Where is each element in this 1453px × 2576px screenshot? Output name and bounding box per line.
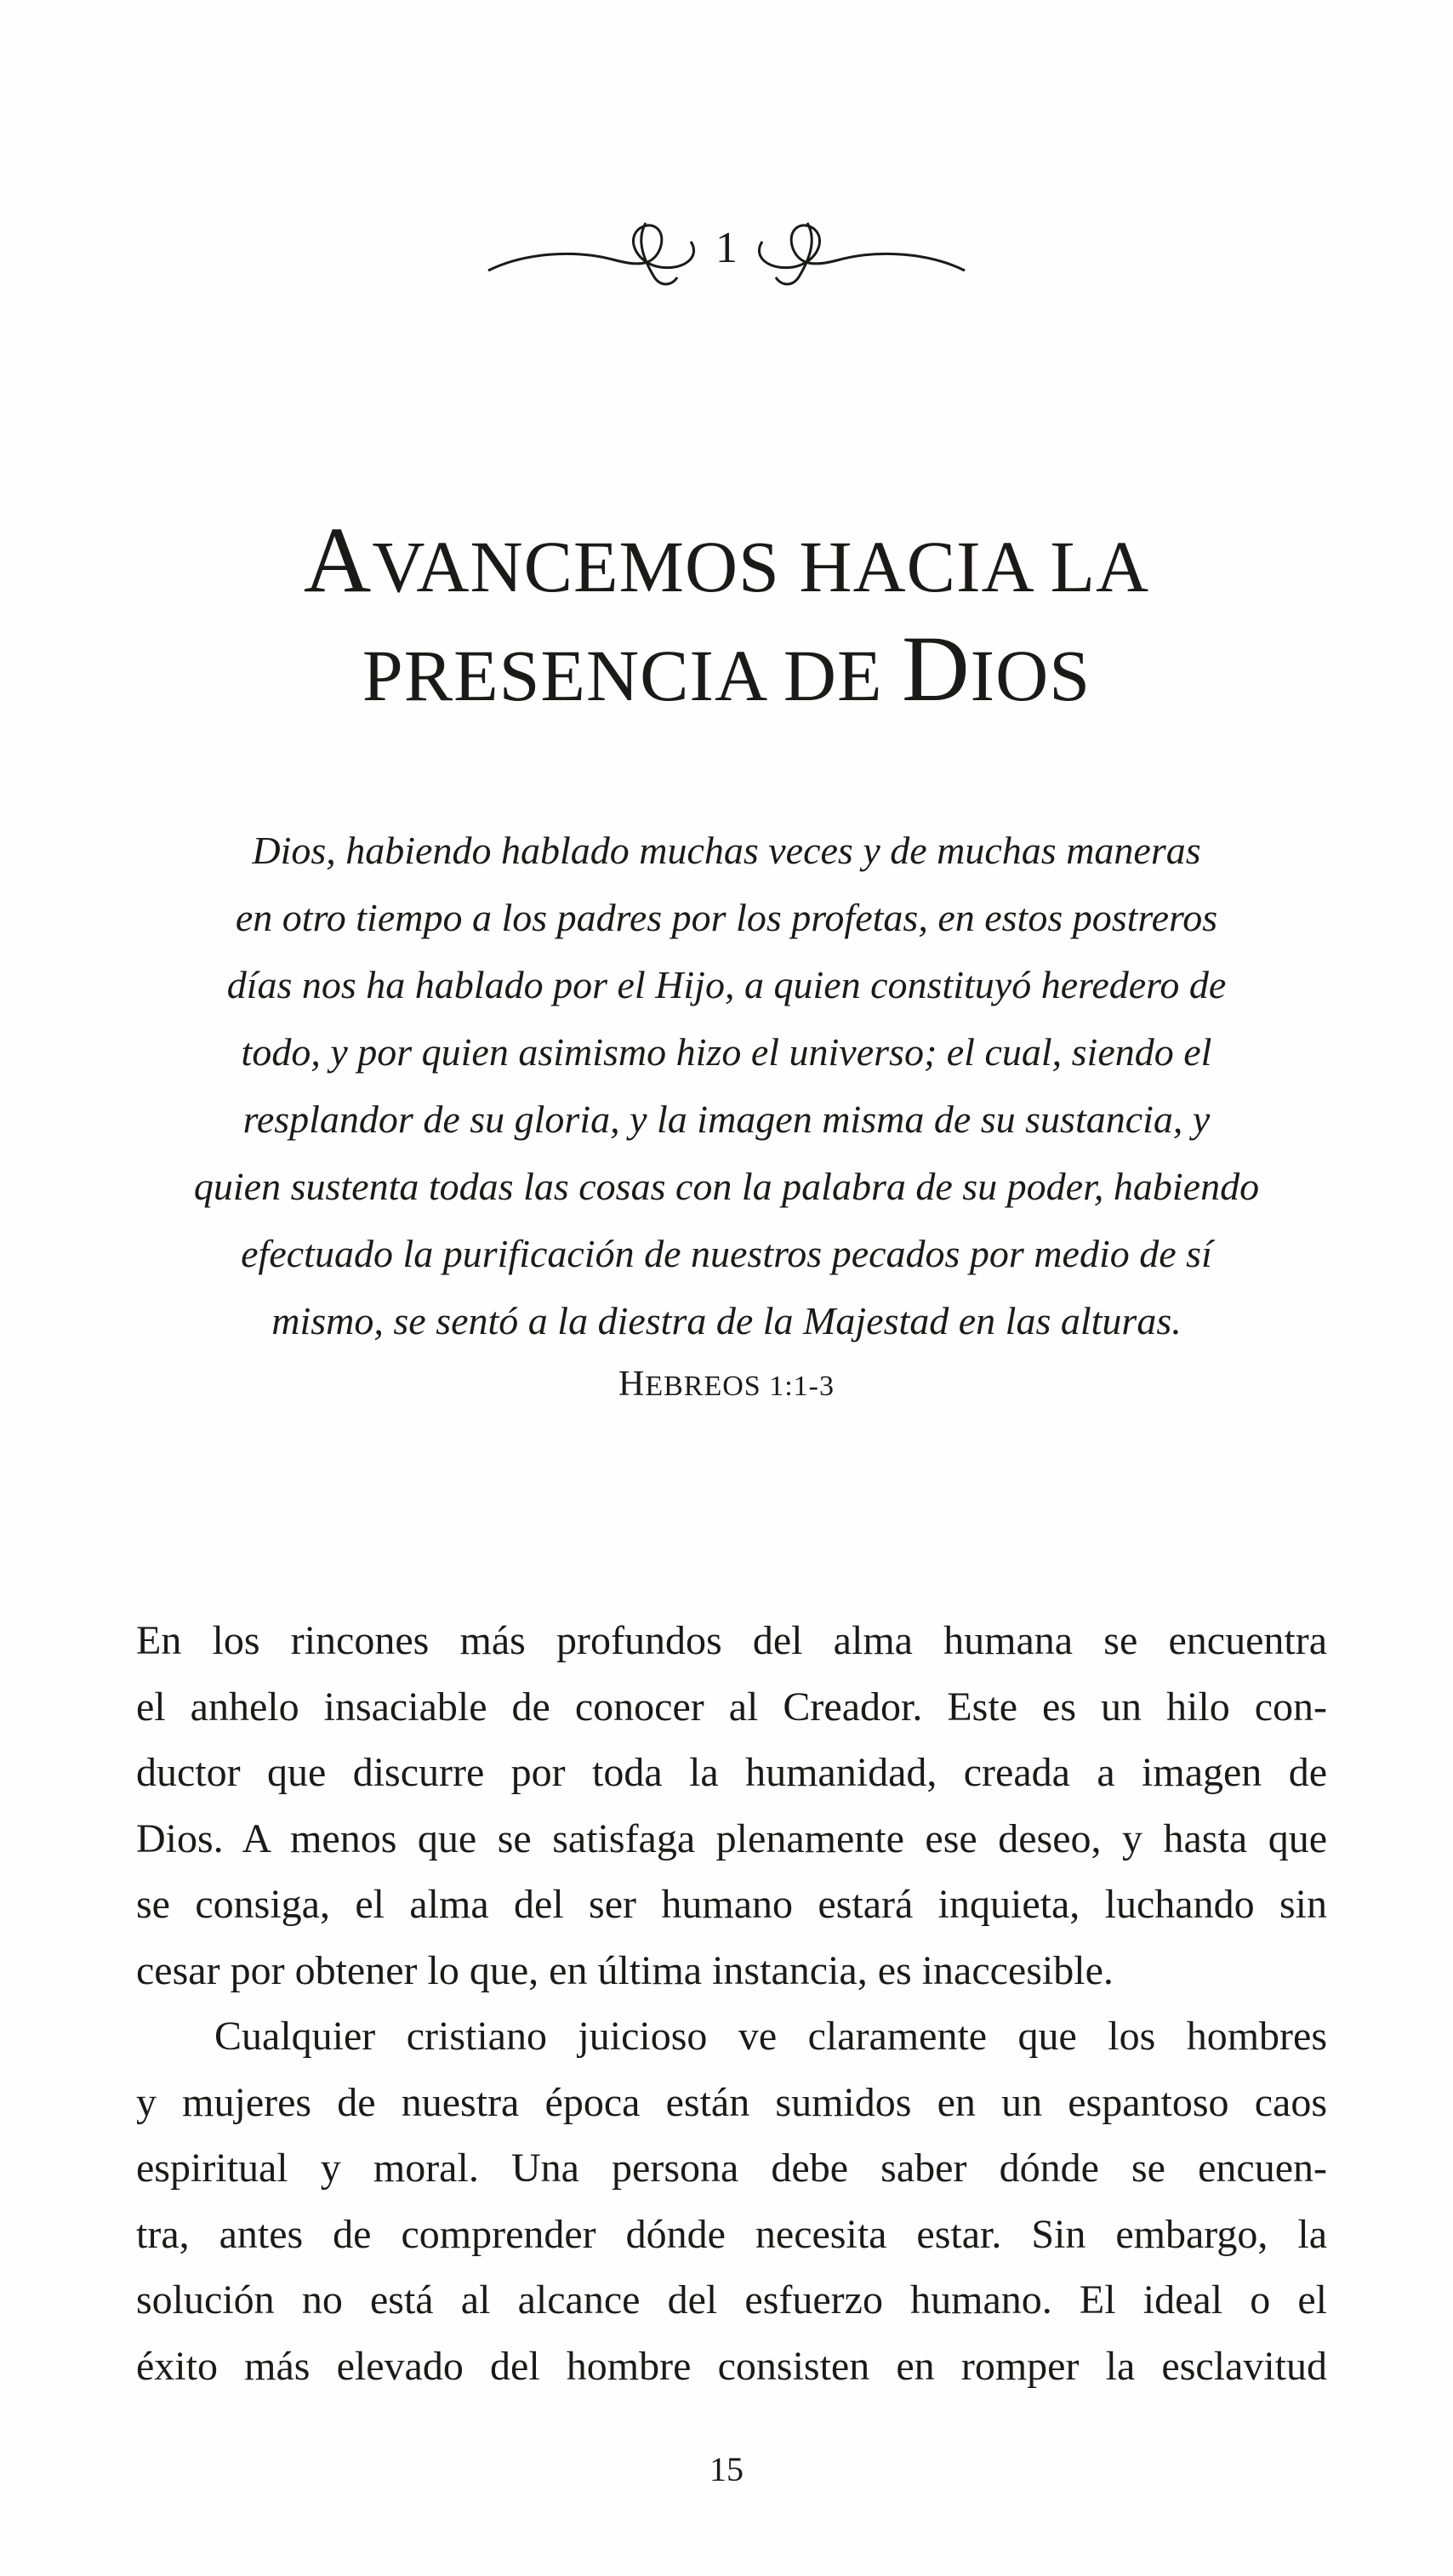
chapter-title-line — [131, 618, 1322, 727]
title-initial-cap: A — [303, 508, 373, 612]
body-line: espiritual y moral. Una persona debe saber dónde se encuen- — [136, 2146, 1327, 2191]
body-line: el anhelo insaciable de conocer al Creador. Este es un hilo con- — [136, 1684, 1327, 1730]
body-line: solución no está al alcance del esfuerzo humano. El ideal o el — [136, 2277, 1327, 2322]
epigraph-line: Dios, habiendo hablado muchas veces y de muchas maneras — [252, 829, 1201, 872]
body-line: éxito más elevado del hombre consisten en romper la esclavitud — [136, 2343, 1327, 2389]
chapter-title — [131, 509, 1322, 727]
reference-rest: EBREOS 1:1-3 — [645, 1371, 835, 1402]
body-line: Dios. A menos que se satisfaga plenamente ese deseo, y hasta que — [136, 1815, 1327, 1861]
body-line: Cualquier cristiano juicioso ve claramente que los hombres — [214, 2014, 1327, 2059]
chapter-number: 1 — [715, 224, 738, 272]
epigraph-line: resplandor de su gloria, y la imagen misma de su sustancia, y — [242, 1097, 1211, 1141]
epigraph-line: mismo, se sentó a la diestra de la Majestad en las alturas. — [271, 1299, 1182, 1342]
title-small-caps: IOS — [970, 635, 1091, 716]
epigraph-line: quien sustenta todas las cosas con la palabra de su poder, habiendo — [193, 1165, 1260, 1208]
page-number: 15 — [709, 2450, 744, 2488]
title-small-caps: PRESENCIA DE — [362, 635, 903, 716]
title-small-caps: VANCEMOS HACIA LA — [372, 526, 1150, 607]
body-line: ductor que discurre por toda la humanidad, creada a imagen de — [136, 1750, 1327, 1795]
epigraph — [162, 817, 1291, 1408]
chapter-title-line — [131, 509, 1322, 618]
epigraph-line: efectuado la purificación de nuestros pecados por medio de sí — [241, 1232, 1212, 1275]
epigraph-reference — [162, 1363, 1291, 1408]
epigraph-line: en otro tiempo a los padres por los profetas, en estos postreros — [235, 896, 1218, 939]
epigraph-line: días nos ha hablado por el Hijo, a quien constituyó heredero de — [226, 963, 1227, 1006]
epigraph-line: todo, y por quien asimismo hizo el universo; el cual, siendo el — [241, 1030, 1212, 1074]
body-line: cesar por obtener lo que, en última instancia, es inaccesible. — [136, 1947, 1114, 1993]
body-line: y mujeres de nuestra época están sumidos en un espantoso caos — [136, 2079, 1327, 2125]
title-initial-cap: D — [902, 617, 971, 721]
reference-initial-cap: H — [618, 1365, 646, 1404]
body-line: En los rincones más profundos del alma humana se encuentra — [136, 1618, 1327, 1663]
body-line: tra, antes de comprender dónde necesita estar. Sin embargo, la — [136, 2211, 1327, 2257]
body-text — [136, 1608, 1327, 2399]
body-line: se consiga, el alma del ser humano estará inquieta, luchando sin — [136, 1882, 1327, 1927]
